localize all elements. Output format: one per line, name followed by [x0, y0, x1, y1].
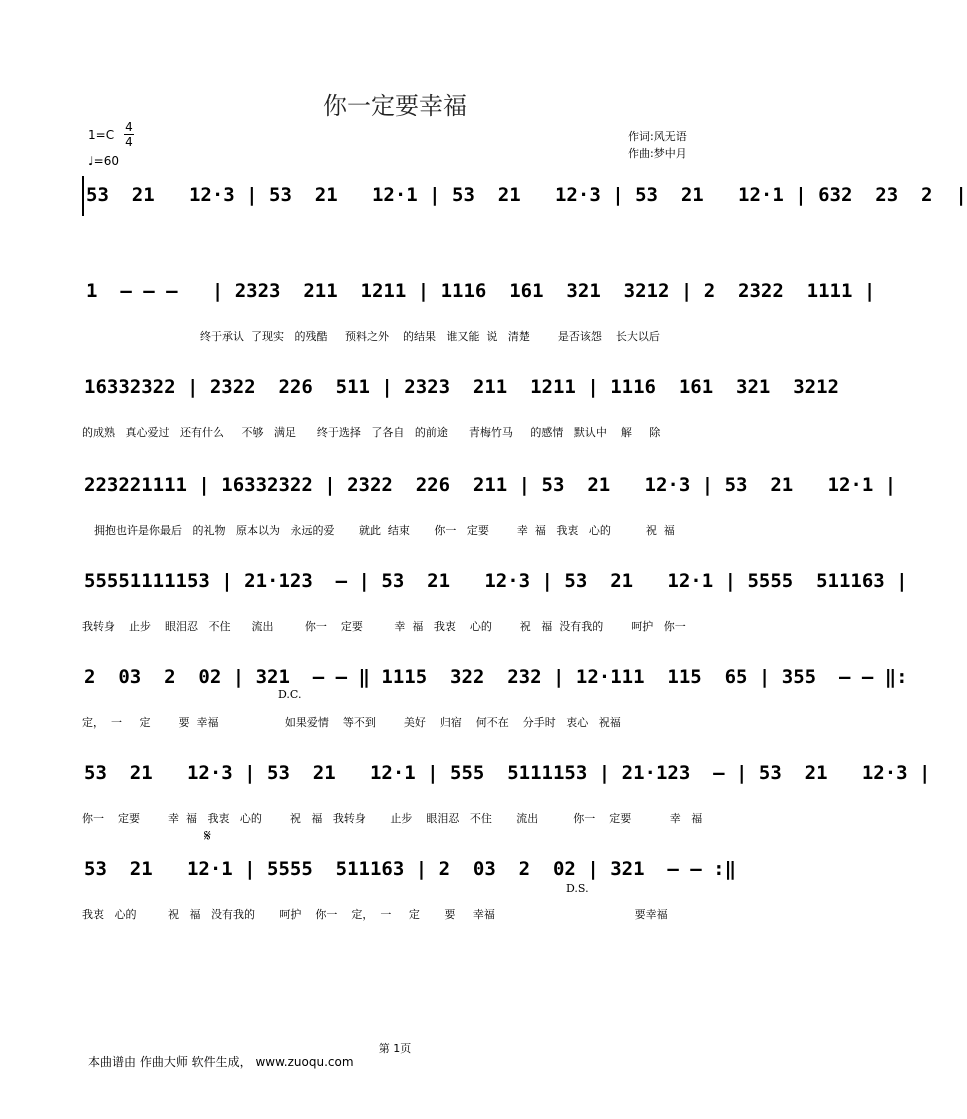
barline — [82, 176, 84, 216]
tempo-marking — [88, 154, 119, 168]
notes-line: 2 03 2 02 | 321 — — ‖ 1115 322 232 | 12·111 115 65 | 355 — — ‖: — [84, 666, 908, 688]
lyrics-line: 我衷 心的 祝 福 没有我的 呵护 你一 定， 一 定 要 幸福 要幸福 — [82, 908, 668, 921]
segno-icon: 𝄋 — [204, 826, 211, 845]
time-sig-top: 4 — [125, 120, 133, 134]
dc-mark: D.C. — [278, 688, 302, 701]
lyrics-line: 终于承认 了现实 的残酷 预料之外 的结果 谁又能 说 清楚 是否该怨 长大以后 — [200, 330, 660, 343]
generator-credit: 本曲谱由 作曲大师 软件生成， www.zuoqu.com — [88, 1055, 354, 1069]
lyrics-line: 定， 一 定 要 幸福 如果爱情 等不到 美好 归宿 何不在 分手时 衷心 祝福 — [82, 716, 621, 729]
lyrics-line: 你一 定要 幸 福 我衷 心的 祝 福 我转身 止步 眼泪忍 不住 流出 你一 定要 幸 福 — [82, 812, 703, 825]
lyricist: 作词:风无语 — [628, 130, 687, 143]
notes-line: 16332322 | 2322 226 511 | 2323 211 1211 | 1116 161 321 3212 — [84, 376, 839, 398]
quarter-note-icon: ♩ — [88, 154, 94, 168]
lyrics-line: 的成熟 真心爱过 还有什么 不够 满足 终于选择 了各自 的前途 青梅竹马 的感情 默认中 解 除 — [82, 426, 661, 439]
time-signature — [124, 120, 134, 149]
song-title: 你一定要幸福 — [323, 92, 467, 120]
page-number: 第 1页 — [378, 1042, 412, 1055]
notes-line: 1 — — — | 2323 211 1211 | 1116 161 321 3212 | 2 2322 1111 | — [86, 280, 876, 302]
notes-line: 223221111 | 16332322 | 2322 226 211 | 53 21 12·3 | 53 21 12·1 | — [84, 474, 897, 496]
credits — [628, 128, 687, 162]
notes-line: 53 21 12·3 | 53 21 12·1 | 53 21 12·3 | 53 21 12·1 | 632 23 2 | — [86, 184, 967, 206]
notes-line: 53 21 12·1 | 5555 511163 | 2 03 2 02 | 321 — — :‖ — [84, 858, 737, 880]
lyrics-line: 我转身 止步 眼泪忍 不住 流出 你一 定要 幸 福 我衷 心的 祝 福 没有我的 呵护 你一 — [82, 620, 686, 633]
lyrics-line: 拥抱也许是你最后 的礼物 原本以为 永远的爱 就此 结束 你一 定要 幸 福 我衷 心的 祝 福 — [94, 524, 675, 537]
time-sig-bottom: 4 — [125, 135, 133, 149]
notes-line: 55551111153 | 21·123 — | 53 21 12·3 | 53 21 12·1 | 5555 511163 | — [84, 570, 908, 592]
notes-line: 53 21 12·3 | 53 21 12·1 | 555 5111153 | 21·123 — | 53 21 12·3 | — [84, 762, 931, 784]
composer: 作曲:梦中月 — [628, 147, 687, 160]
key-signature: 1=C — [88, 128, 115, 142]
tempo-value: =60 — [93, 154, 119, 168]
ds-mark: D.S. — [566, 882, 589, 895]
